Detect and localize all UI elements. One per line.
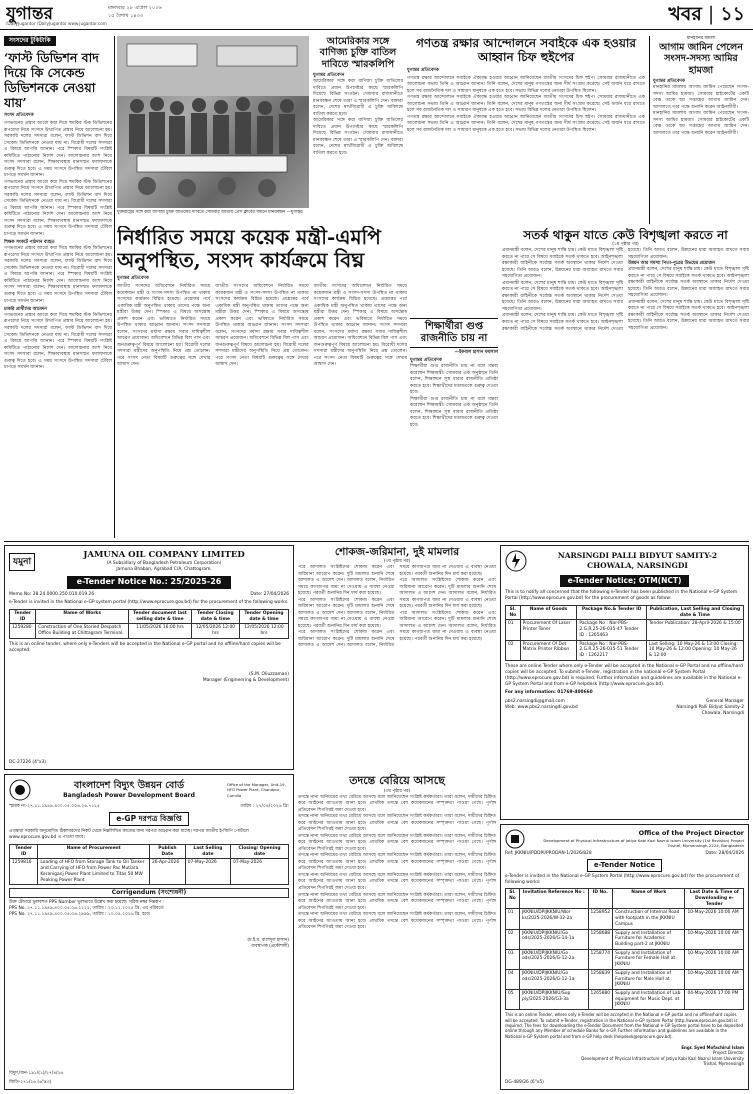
jkkniu-pd-city: Trishal, Mymensingh-2224, Bangladesh xyxy=(667,843,744,849)
jamuna-td-close: 12/05/2026 12:00 hrs xyxy=(191,624,239,638)
jamuna-signer-title: Manager (Engineering & Development) xyxy=(202,677,289,683)
jkkniu-r1-work: Construction of Internal Road with footpath in the JKKNIU Campus xyxy=(613,909,685,929)
bpdb-corrigendum: Corrigendum (সংশোধনী) xyxy=(9,888,289,898)
probe-body-6: তদন্তে নানা অনিয়মের তথ্য বেরিয়ে আসছে বলে জানিয়েছেন সংশ্লিষ্ট কর্মকর্তারা। তারা বলেন, দায়ীদের চিহ্নিত করে আইনের আওতায় আনা হবে। প্রাথমিক তদন্তে বেশ কয়েকজনের সম্পৃক্ততা পাওয়া গেছে। পূর্ণাঙ্গ প্রতিবেদন শিগগিরই জমা দেওয়া হবে। xyxy=(298,892,496,911)
jkkniu-r2-date: 10-May-2026 10:00 AM xyxy=(685,929,744,949)
democracy-body-2: গণতন্ত্র রক্ষার আন্দোলনে সবাইকে ঐক্যবদ্ধ হওয়ার আহ্বান জানিয়েছেন জাতীয় সংসদের চিফ হুইপ। সোমবার রাজধানীতে এক আলোচনা সভায় তিনি এ আহ্বান জানান। তিনি বলেন, দেশের মানুষ গণতন্ত্রের জন্য দীর্ঘ সংগ্রাম করেছে। সেই অর্জন ধরে রাখতে হলে সব রাজনৈতিক দল ও সাধারণ মানুষকে এক হতে হবে। সভায় বিভিন্ন দলের নেতারা উপস্থিত ছিলেন। xyxy=(407,95,645,114)
jkkniu-th-5: Last Date & Time of Downloading e-Tender xyxy=(685,889,744,909)
careful-body-2: প্রধানমন্ত্রী বলেন, দেশের মানুষ শান্তি চায়। কেউ যাতে বিশৃঙ্খলা সৃষ্টি করতে না পারে সে বিষয়ে সবাইকে সতর্ক থাকতে হবে। আইনশৃঙ্খলা রক্ষাকারী বাহিনীকে সর্বোচ্চ সতর্ক অবস্থানে থাকার নির্দেশ দেওয়া হয়েছে। তিনি আরও বলেন, উন্নয়নের ধারা অব্যাহত রাখতে সবার সহযোগিতা প্রয়োজন। xyxy=(502,280,623,312)
left-story-kicker: সংসদের টুকিটাকি xyxy=(4,36,56,46)
left-story-subhead: শিক্ষক সংকটে পাঠদান ব্যাহত xyxy=(4,240,55,246)
bpdb-office: Office of the Manager, Unit-19, HFO Power Plant, Chandpur, Cumilla xyxy=(227,782,286,798)
fine-body-3: পরে আদালত সংশ্লিষ্টদের শোকজ করেন এবং জরিমানা আরোপ করেন। দুটি মামলার শুনানি শেষে আদালত এ আদেশ দেন। আদালত বলেন, নির্ধারিত সময়ে কাগজপত্র জমা না দেওয়ায় এ ব্যবস্থা নেওয়া হয়েছে। পরবর্তী শুনানির দিন ধার্য করা হয়েছে। xyxy=(298,565,496,649)
crowd-photo-illustration xyxy=(117,36,309,208)
jamuna-td-id: 1259280 xyxy=(10,624,36,638)
table-row xyxy=(506,909,744,929)
jkkniu-r4-id: 1258839 xyxy=(588,969,613,989)
jamuna-company: JAMUNA OIL COMPANY LIMITED xyxy=(83,550,245,560)
narsingdi-r2-date: Last Selling: 10 May-26 & 13:00 Closing: 10 May-26 & 12:00 Opening: 10 May-26 & 12:00 xyxy=(646,640,743,660)
probe-body-4: তদন্তে নানা অনিয়মের তথ্য বেরিয়ে আসছে বলে জানিয়েছেন সংশ্লিষ্ট কর্মকর্তারা। তারা বলেন, দায়ীদের চিহ্নিত করে আইনের আওতায় আনা হবে। প্রাথমিক তদন্তে বেশ কয়েকজনের সম্পৃক্ততা পাওয়া গেছে। পূর্ণাঙ্গ প্রতিবেদন শিগগিরই জমা দেওয়া হবে। xyxy=(298,853,496,872)
jamuna-th-2: Name of Works xyxy=(36,610,129,624)
bpdb-date: তারিখ : ২৭/০৪/২০২৬ খ্রি: xyxy=(240,804,289,809)
main-body: জাতীয় সংসদের অধিবেশনে নির্ধারিত সময়ে কয়েকজন মন্ত্রী ও সংসদ-সদস্য উপস্থিত না থাকায় সংসদের কার্যক্রম বিঘ্নিত হয়েছে। প্রশ্নোত্তর পর্বে একাধিক মন্ত্রী অনুপস্থিত থাকায় তাদের পক্ষে অন্য মন্ত্রীরা উত্তর দেন। স্পিকার এ বিষয়ে অসন্তোষ প্রকাশ করেন এবং ভবিষ্যতে নির্ধারিত সময়ে উপস্থিত থাকার আহ্বান জানান। সংসদ সদস্যরা বলেন, সংসদের মর্যাদা রক্ষায় সবার দায়িত্বশীল আচরণ প্রয়োজন। অধিবেশনে বিভিন্ন বিল পাস এবং জনগুরুত্বপূর্ণ বিষয়ে আলোচনা হয়। বিরোধী দলের সদস্যরা মন্ত্রীদের অনুপস্থিতি নিয়ে প্রশ্ন তোলেন। পরে সংসদ নেতা বিষয়টি গুরুত্বের সঙ্গে দেখার আশ্বাস দেন। xyxy=(117,284,211,368)
jamuna-th-4: Tender Closing date & time xyxy=(191,610,239,624)
bpdb-code: জিডি-২৭১/২৬ (৬"x৩) xyxy=(9,1080,52,1086)
bpdb-signer-title: ব্যবস্থাপক (প্রকৌশলী) xyxy=(251,944,289,950)
main-body-3: জাতীয় সংসদের অধিবেশনে নির্ধারিত সময়ে কয়েকজন মন্ত্রী ও সংসদ-সদস্য উপস্থিত না থাকায় সংসদের কার্যক্রম বিঘ্নিত হয়েছে। প্রশ্নোত্তর পর্বে একাধিক মন্ত্রী অনুপস্থিত থাকায় তাদের পক্ষে অন্য মন্ত্রীরা উত্তর দেন। স্পিকার এ বিষয়ে অসন্তোষ প্রকাশ করেন এবং ভবিষ্যতে নির্ধারিত সময়ে উপস্থিত থাকার আহ্বান জানান। সংসদ সদস্যরা বলেন, সংসদের মর্যাদা রক্ষায় সবার দায়িত্বশীল আচরণ প্রয়োজন। অধিবেশনে বিভিন্ন বিল পাস এবং জনগুরুত্বপূর্ণ বিষয়ে আলোচনা হয়। বিরোধী দলের সদস্যরা মন্ত্রীদের অনুপস্থিতি নিয়ে প্রশ্ন তোলেন। পরে সংসদ নেতা বিষয়টি গুরুত্বের সঙ্গে দেখার আশ্বাস দেন। xyxy=(313,284,407,368)
democracy-body: গণতন্ত্র রক্ষার আন্দোলনে সবাইকে ঐক্যবদ্ধ হওয়ার আহ্বান জানিয়েছেন জাতীয় সংসদের চিফ হুইপ। সোমবার রাজধানীতে এক আলোচনা সভায় তিনি এ আহ্বান জানান। তিনি বলেন, দেশের মানুষ গণতন্ত্রের জন্য দীর্ঘ সংগ্রাম করেছে। সেই অর্জন ধরে রাখতে হলে সব রাজনৈতিক দল ও সাধারণ মানুষকে এক হতে হবে। সভায় বিভিন্ন দলের নেতারা উপস্থিত ছিলেন। xyxy=(407,75,645,94)
narsingdi-contact: For any information: 01769-400660 xyxy=(505,689,593,695)
jkkniu-footer: This is an online Tender, where only e-Tender will be accepted in the National e-GP portal and no offline/hard copies will be accepted. To submit e-Tender, registration in the National e-GP system Portal (http://www.eprocure.gov.bd) is required. The fees for downloading the e-Tender Document from the National e-GP System portal have to be deposited online through any Member of schedule Banks for e-GP. Further information and guidelines are available in the National e-GP System portal and from e-GP help desk (helpdesk@eprocure.gov.bd). xyxy=(505,1012,744,1039)
narsingdi-signer: General Manager xyxy=(706,699,744,705)
jamuna-td-open: 12/05/2026 12:00 hrs xyxy=(239,624,288,638)
bpdb-tender-table xyxy=(9,844,289,885)
fine-body-2: পরে আদালত সংশ্লিষ্টদের শোকজ করেন এবং জরিমানা আরোপ করেন। দুটি মামলার শুনানি শেষে আদালত এ আদেশ দেন। আদালত বলেন, নির্ধারিত সময়ে কাগজপত্র জমা না দেওয়ায় এ ব্যবস্থা নেওয়া হয়েছে। পরবর্তী শুনানির দিন ধার্য করা হয়েছে। xyxy=(298,597,395,629)
careful-body-3: প্রধানমন্ত্রী বলেন, দেশের মানুষ শান্তি চায়। কেউ যাতে বিশৃঙ্খলা সৃষ্টি করতে না পারে সে বিষয়ে সবাইকে সতর্ক থাকতে হবে। আইনশৃঙ্খলা রক্ষাকারী বাহিনীকে সর্বোচ্চ সতর্ক অবস্থানে থাকার নির্দেশ দেওয়া হয়েছে। তিনি আরও বলেন, উন্নয়নের ধারা অব্যাহত রাখতে সবার সহযোগিতা প্রয়োজন। xyxy=(502,248,749,332)
careful-headline[interactable]: সতর্ক থাকুন যাতে কেউ বিশৃঙ্খলা করতে না xyxy=(523,228,728,242)
narsingdi-signer-city: Chowala, Narsingdi xyxy=(701,711,744,717)
social-links[interactable]: /DailyJugantor /DailyJugantor www.jugantor.com xyxy=(6,21,107,26)
fine-body-4: পরে আদালত সংশ্লিষ্টদের শোকজ করেন এবং জরিমানা আরোপ করেন। দুটি মামলার শুনানি শেষে আদালত এ আদেশ দেন। আদালত বলেন, নির্ধারিত সময়ে কাগজপত্র জমা না দেওয়ায় এ ব্যবস্থা নেওয়া হয়েছে। পরবর্তী শুনানির দিন ধার্য করা হয়েছে। xyxy=(399,578,496,610)
jamuna-memo: Memo No: 28.24.0000.250.010.019.26 xyxy=(9,592,95,598)
careful-story xyxy=(502,228,749,538)
jkkniu-pd-sub: Development of Physical Infrastructure of Jatiya Kabi Kazi Nazrul Islam University (1st Revision) Project xyxy=(543,838,744,844)
jkkniu-code: DG-489/26 (6"x5) xyxy=(505,1080,544,1086)
jamuna-address: Jamuna Bhaban, Agrabad C/A, Chattogram. xyxy=(116,567,212,573)
main-story xyxy=(117,226,407,538)
left-story xyxy=(4,36,112,538)
bpdb-th-3: Publish Date xyxy=(149,844,185,858)
bpdb-tender-ad xyxy=(4,774,294,1090)
jamuna-intro: e-Tender is invited in the National e-GP system portal (http://www.eprocure.gov.bd) for the procurement of the following works. xyxy=(9,600,289,606)
narsingdi-footer: These are online Tender where only e-Tender will be accepted in the National e-GP Portal and no offline/hard copies will be accepted. To submit e-Tender, registration in the national e-GP System Portal (http://www.eprocure.gov.bd) is required. Further information and guidelines are available in the National e-GP System Portal and from e-GP helpdesk (http://www.eprocure.gov.bd). xyxy=(505,663,743,687)
jkkniu-notice: e-Tender Notice xyxy=(587,859,662,872)
narsingdi-th-4: Publication, Last Selling and Closing date & Time xyxy=(646,606,743,620)
bpdb-th-2: Name of Procurement xyxy=(38,844,150,858)
left-story-body: গণভবনের প্রস্তাব আরো কয়া দিয়ে হুমকির স্টক ডিভিশনের রূপরেখা নিয়ে সংসদে উত্থাপিত প্রস্তাব নিয়ে আলোচনা হয়। সরকারি দলের সদস্যরা বলেন, ফাস্ট ডিভিশন বাদ দিয়ে সেকেন্ড ডিভিশনকে নেওয়া যায় না। বিরোধী দলের সদস্যরা এ বিষয়ে আপত্তি জানান। পরে স্পিকার বিষয়টি সংশ্লিষ্ট কমিটিতে পাঠানোর নির্দেশ দেন। আলোচনায় অংশ নিয়ে সংসদ সদস্যরা বলেন, শিক্ষাব্যবস্থায় মানসম্মত ফলাফলকে গুরুত্ব দিতে হবে। এ সময় সংসদে উপস্থিত সদস্যরা টেবিল চাপড়ে সমর্থন জানান। xyxy=(4,121,112,179)
jkkniu-r4-work: Supply and Installation of Furniture for Male Hall at JKKNIU xyxy=(613,969,685,989)
jamuna-notice: e-Tender Notice No.: 25/2025-26 xyxy=(67,576,232,589)
bail-byline: যুগান্তর প্রতিবেদক xyxy=(653,79,685,85)
fine-body-columns xyxy=(298,565,496,650)
left-story-body-4: গণভবনের প্রস্তাব আরো কয়া দিয়ে হুমকির স্টক ডিভিশনের রূপরেখা নিয়ে সংসদে উত্থাপিত প্রস্তাব নিয়ে আলোচনা হয়। সরকারি দলের সদস্যরা বলেন, ফাস্ট ডিভিশন বাদ দিয়ে সেকেন্ড ডিভিশনকে নেওয়া যায় না। বিরোধী দলের সদস্যরা এ বিষয়ে আপত্তি জানান। পরে স্পিকার বিষয়টি সংশ্লিষ্ট কমিটিতে পাঠানোর নির্দেশ দেন। আলোচনায় অংশ নিয়ে সংসদ সদস্যরা বলেন, শিক্ষাব্যবস্থায় মানসম্মত ফলাফলকে গুরুত্ব দিতে হবে। এ সময় সংসদে উপস্থিত সদস্যরা টেবিল চাপড়ে সমর্থন জানান। xyxy=(4,312,112,371)
narsingdi-tender-ad xyxy=(500,545,749,820)
jkkniu-r1-sl: 01 xyxy=(506,909,520,929)
narsingdi-th-3: Package No.& Tender ID xyxy=(577,606,646,620)
narsingdi-intro: This is to notify all concerned that the following e-Tender has been published in the National e-GP System Portal (http://www.eprocure.gov.bd) for the procurement of goods as follow: xyxy=(505,590,738,602)
issue-date-bangla: ১৫ বৈশাখ ১৪৩৩ xyxy=(108,12,144,19)
careful-body: প্রধানমন্ত্রী বলেন, দেশের মানুষ শান্তি চায়। কেউ যাতে বিশৃঙ্খলা সৃষ্টি করতে না পারে সে বিষয়ে সবাইকে সতর্ক থাকতে হবে। আইনশৃঙ্খলা রক্ষাকারী বাহিনীকে সর্বোচ্চ সতর্ক অবস্থানে থাকার নির্দেশ দেওয়া হয়েছে। তিনি আরও বলেন, উন্নয়নের ধারা অব্যাহত রাখতে সবার সহযোগিতা প্রয়োজন। xyxy=(502,248,623,280)
masthead xyxy=(0,0,753,30)
fine-headline[interactable]: শোকজ-জরিমানা, দুই মামলার xyxy=(334,546,460,558)
jamuna-signer: (S.M. Oliuzzaman) xyxy=(249,671,289,677)
jkkniu-th-2: Invitation Reference No : xyxy=(519,889,588,909)
photo-caption: যুক্তরাষ্ট্রের সঙ্গে করা বাণিজ্য চুক্তি বাতিলের দাবিতে সোমবার জাতীয় প্রেস ক্লাবের সামনে মানববন্ধন —যুগান্তর xyxy=(117,210,303,215)
narsingdi-th-1: Sl. No xyxy=(506,606,521,620)
jkkniu-r1-ref: JKKNIU/DPIJKKNIU/Wor ks/2025-2026/W-32-2a xyxy=(519,909,588,929)
jkkniu-r3-date: 10-May-2026 10:00 AM xyxy=(685,949,744,969)
careful-body-4: প্রধানমন্ত্রী বলেন, দেশের মানুষ শান্তি চায়। কেউ যাতে বিশৃঙ্খলা সৃষ্টি করতে না পারে সে বিষয়ে সবাইকে সতর্ক থাকতে হবে। আইনশৃঙ্খলা রক্ষাকারী বাহিনীকে সর্বোচ্চ সতর্ক অবস্থানে থাকার নির্দেশ দেওয়া হয়েছে। তিনি আরও বলেন, উন্নয়নের ধারা অব্যাহত রাখতে সবার সহযোগিতা প্রয়োজন। xyxy=(628,267,749,299)
bpdb-title: বাংলাদেশ বিদ্যুৎ উন্নয়ন বোর্ড xyxy=(73,779,185,791)
bail-body: মানহানির মামলায় আগাম জামিন পেয়েছেন সংসদ-সদস্য আমির হামজা। সোমবার হাইকোর্টের একটি বেঞ্চ তাকে ছয় সপ্তাহের আগাম জামিন দেন। আদালতে তার পক্ষে শুনানি করেন আইনজীবী। xyxy=(653,85,749,110)
democracy-body-3: গণতন্ত্র রক্ষার আন্দোলনে সবাইকে ঐক্যবদ্ধ হওয়ার আহ্বান জানিয়েছেন জাতীয় সংসদের চিফ হুইপ। সোমবার রাজধানীতে এক আলোচনা সভায় তিনি এ আহ্বান জানান। তিনি বলেন, দেশের মানুষ গণতন্ত্রের জন্য দীর্ঘ সংগ্রাম করেছে। সেই অর্জন ধরে রাখতে হলে সব রাজনৈতিক দল ও সাধারণ মানুষকে এক হতে হবে। সভায় বিভিন্ন দলের নেতারা উপস্থিত ছিলেন। xyxy=(407,114,645,133)
jamuna-tender-table xyxy=(9,609,289,639)
jkkniu-tender-table xyxy=(505,888,744,1010)
table-row xyxy=(10,624,289,638)
narsingdi-email[interactable]: pbs2.narsingdi@gmail.com xyxy=(505,699,565,705)
jamuna-logo: যমুনা xyxy=(9,553,35,571)
jkkniu-date: Date: 28/04/2026 xyxy=(705,851,744,856)
page-number: ১১ xyxy=(720,3,745,25)
us-trade-body: আমেরিকার সঙ্গে করা বাণিজ্য চুক্তি বাতিলের দাবিতে প্রধান উপদেষ্টার কাছে স্মারকলিপি দিয়েছে বিভিন্ন সংগঠন। সোমবার রাজধানীতে মানববন্ধন শেষে তারা এ স্মারকলিপি দেন। বক্তারা বলেন, দেশের স্বার্থবিরোধী এ চুক্তি অবিলম্বে বাতিল করতে হবে। xyxy=(313,79,403,117)
bail-body-2: মানহানির মামলায় আগাম জামিন পেয়েছেন সংসদ-সদস্য আমির হামজা। সোমবার হাইকোর্টের একটি বেঞ্চ তাকে ছয় সপ্তাহের আগাম জামিন দেন। আদালতে তার পক্ষে শুনানি করেন আইনজীবী। xyxy=(653,111,749,136)
bpdb-th-5: Closing/ Opening date xyxy=(231,844,289,858)
careful-subhead: উন্নয়ন আর সমস্যা পিতা-পুত্রের উভয়ের প্রয়োজন xyxy=(628,261,716,267)
democracy-story xyxy=(407,36,645,224)
probe-body-3: তদন্তে নানা অনিয়মের তথ্য বেরিয়ে আসছে বলে জানিয়েছেন সংশ্লিষ্ট কর্মকর্তারা। তারা বলেন, দায়ীদের চিহ্নিত করে আইনের আওতায় আনা হবে। প্রাথমিক তদন্তে বেশ কয়েকজনের সম্পৃক্ততা পাওয়া গেছে। পূর্ণাঙ্গ প্রতিবেদন শিগগিরই জমা দেওয়া হবে। xyxy=(298,833,496,852)
jamuna-date: Date: 27/04/2026 xyxy=(250,592,289,598)
jkkniu-tender-ad xyxy=(500,824,749,1090)
bpdb-corr-body: উক্ত টেন্ডারে ভুলবশত PPS Number ভুলভাবে উল্লেখ করা হয়েছে। সঠিক নম্বর নিম্নরূপ : xyxy=(9,900,165,906)
jkkniu-th-3: ID No. xyxy=(588,889,613,909)
jkkniu-r5-work: Supply and Installation of Lab equipment for Music Dept. at JKKNIU xyxy=(613,990,685,1010)
bpdb-td-publish: 26-Apr-2026 xyxy=(149,859,185,885)
narsingdi-city: CHOWALA, NARSINGDI xyxy=(587,561,688,570)
left-story-byline: সংসদ প্রতিবেদক xyxy=(4,113,34,119)
main-body-2: জাতীয় সংসদের অধিবেশনে নির্ধারিত সময়ে কয়েকজন মন্ত্রী ও সংসদ-সদস্য উপস্থিত না থাকায় সংসদের কার্যক্রম বিঘ্নিত হয়েছে। প্রশ্নোত্তর পর্বে একাধিক মন্ত্রী অনুপস্থিত থাকায় তাদের পক্ষে অন্য মন্ত্রীরা উত্তর দেন। স্পিকার এ বিষয়ে অসন্তোষ প্রকাশ করেন এবং ভবিষ্যতে নির্ধারিত সময়ে উপস্থিত থাকার আহ্বান জানান। সংসদ সদস্যরা বলেন, সংসদের মর্যাদা রক্ষায় সবার দায়িত্বশীল আচরণ প্রয়োজন। অধিবেশনে বিভিন্ন বিল পাস এবং জনগুরুত্বপূর্ণ বিষয়ে আলোচনা হয়। বিরোধী দলের সদস্যরা মন্ত্রীদের অনুপস্থিতি নিয়ে প্রশ্ন তোলেন। পরে সংসদ নেতা বিষয়টি গুরুত্বের সঙ্গে দেখার আশ্বাস দেন। xyxy=(215,284,309,368)
us-trade-story xyxy=(313,36,403,212)
student-body: শিক্ষার্থীরা গুপ্ত রাজনীতি চায় না বলে মন্তব্য করেছেন শিক্ষামন্ত্রী। সোমবার এক অনুষ্ঠানে তিনি বলেন, শিক্ষাঙ্গনে সুস্থ ধারার রাজনীতি প্রতিষ্ঠা করতে হবে। শিক্ষার্থীদের মতামতকে গুরুত্ব দেওয়া হবে। xyxy=(410,364,498,396)
jamuna-td-work: Construction of One Storied Despatch Office Building at Chittagram Terminal. xyxy=(36,624,129,638)
jamuna-code: DC-27226 (4"x3) xyxy=(9,760,47,766)
jkkniu-r3-ref: JKKNIU/DPIJKKNIU/Go ods/2025-2026/G-12-2a xyxy=(519,949,588,969)
us-trade-headline[interactable]: আমেরিকার সঙ্গে বাণিজ্য চুক্তি বাতিল দাবিতে স্মারকলিপি xyxy=(319,36,397,70)
bpdb-td-closing: 07-May-2026 xyxy=(231,859,289,885)
university-logo-icon xyxy=(505,829,525,849)
fine-body-5: পরে আদালত সংশ্লিষ্টদের শোকজ করেন এবং জরিমানা আরোপ করেন। দুটি মামলার শুনানি শেষে আদালত এ আদেশ দেন। আদালত বলেন, নির্ধারিত সময়ে কাগজপত্র জমা না দেওয়ায় এ ব্যবস্থা নেওয়া হয়েছে। পরবর্তী শুনানির দিন ধার্য করা হয়েছে। xyxy=(399,610,496,642)
table-row xyxy=(506,969,744,989)
section-title: খবর | ১১ xyxy=(668,3,745,25)
careful-body-columns xyxy=(502,248,749,333)
narsingdi-signer-title: Narsingdi Palli Bidyut Samity-2 xyxy=(676,705,744,711)
jamuna-th-5: Tender Opening date & time xyxy=(239,610,288,624)
table-row xyxy=(506,949,744,969)
narsingdi-r2-goods: Procurement Of Dot Matrix Printer Ribbon xyxy=(520,640,577,660)
probe-body-2: তদন্তে নানা অনিয়মের তথ্য বেরিয়ে আসছে বলে জানিয়েছেন সংশ্লিষ্ট কর্মকর্তারা। তারা বলেন, দায়ীদের চিহ্নিত করে আইনের আওতায় আনা হবে। প্রাথমিক তদন্তে বেশ কয়েকজনের সম্পৃক্ততা পাওয়া গেছে। পূর্ণাঙ্গ প্রতিবেদন শিগগিরই জমা দেওয়া হবে। xyxy=(298,814,496,833)
jkkniu-r4-sl: 04 xyxy=(506,969,520,989)
left-story-headline[interactable]: ‘ফাস্ট ডিভিশন বাদ দিয়ে কি সেকেন্ড ডিভিশনকে নেওয়া যায়’ xyxy=(4,50,99,111)
narsingdi-r1-pkg: Package No : Nar-PBS-2.G.R.25-26-035-47 Tender ID : 1265463 xyxy=(577,620,646,640)
issue-date xyxy=(108,5,162,20)
column-divider xyxy=(114,36,115,538)
careful-lead: (১ম পৃষ্ঠার পর) xyxy=(612,242,639,248)
table-row xyxy=(506,929,744,949)
narsingdi-r1-goods: Procurement Of Laser Printer Toner xyxy=(520,620,577,640)
jkkniu-r3-work: Supply and Installation of Furniture for Female Hall at JKKNIU xyxy=(613,949,685,969)
main-headline[interactable]: নির্ধারিত সময়ে কয়েক মন্ত্রী-এমপি অনুপস্থিত, সংসদ কার্যক্রমে বিঘ্ন xyxy=(117,226,381,272)
bpdb-pps-old: PPS No. ২৭.১১.১৯৪৯.৪০০.০৫.০৬.২২২২, তারিখ : ২৩.১২.২০২৫ খ্রি. এর পরিবর্তে xyxy=(9,906,164,912)
jamuna-sub: (A Subsidiary of Bangladesh Petroleum Corporation) xyxy=(106,561,222,567)
jamuna-td-sell: 11/05/2026 16:00 hrs xyxy=(129,624,192,638)
table-row xyxy=(506,620,744,640)
jkkniu-r3-id: 1258774 xyxy=(588,949,613,969)
jkkniu-r4-ref: JKKNIU/DPIJKKNIU/Go ods/2025-2026/G-12-1a xyxy=(519,969,588,989)
probe-body: তদন্তে নানা অনিয়মের তথ্য বেরিয়ে আসছে বলে জানিয়েছেন সংশ্লিষ্ট কর্মকর্তারা। তারা বলেন, দায়ীদের চিহ্নিত করে আইনের আওতায় আনা হবে। প্রাথমিক তদন্তে বেশ কয়েকজনের সম্পৃক্ততা পাওয়া গেছে। পূর্ণাঙ্গ প্রতিবেদন শিগগিরই জমা দেওয়া হবে। xyxy=(298,794,496,813)
jkkniu-th-1: Sl. No xyxy=(506,889,520,909)
jkkniu-signer: Engr. Syed Mofachirul Islam xyxy=(681,1045,744,1051)
narsingdi-web[interactable]: Web: www.pbs2.narsingdi.gov.bd xyxy=(505,705,578,711)
probe-headline[interactable]: তদন্তে বেরিয়ে আসছে xyxy=(349,774,445,787)
bpdb-th-1: Tender ID xyxy=(10,844,38,858)
bpdb-intro: এতদ্বারা সরকারি অনুমোদিত ঠিকাদারদের নিকট থেকে নিম্নলিখিত কাজের জন্য দরপত্র আহ্বান করা যাচ্ছে। দরপত্র জাতীয় ই-জিপি পোর্টালে www.eprocure.gov.bd এ পাওয়া যাবে। xyxy=(9,829,249,840)
jkkniu-signer-title: Project Director xyxy=(712,1050,744,1056)
section-name: খবর xyxy=(668,3,702,25)
jkkniu-r1-id: 1258952 xyxy=(588,909,613,929)
fine-body: পরে আদালত সংশ্লিষ্টদের শোকজ করেন এবং জরিমানা আরোপ করেন। দুটি মামলার শুনানি শেষে আদালত এ আদেশ দেন। আদালত বলেন, নির্ধারিত সময়ে কাগজপত্র জমা না দেওয়ায় এ ব্যবস্থা নেওয়া হয়েছে। পরবর্তী শুনানির দিন ধার্য করা হয়েছে। xyxy=(298,565,395,597)
narsingdi-r2-pkg: Package No : Nar-PBS-2.G.R.25-26-035-51 Tender ID : 1262217 xyxy=(577,640,646,660)
issue-date-gregorian: মঙ্গলবার ২৮ এপ্রিল ২০২৬ xyxy=(108,5,162,11)
bail-story xyxy=(649,36,749,224)
narsingdi-company: NARSINGDI PALLI BIDYUT SAMITY-2 xyxy=(557,550,718,560)
main-byline: যুগান্তর প্রতিবেদক xyxy=(117,276,149,281)
jkkniu-r2-work: Supply and Installation of Furniture for Academic Building part-2 at JKKNIU xyxy=(613,929,685,949)
bpdb-code2: বিদ্যুৎ/জন-১৯১/(১)/২৭/৪/২৬ xyxy=(9,1071,64,1077)
probe-lead: (৩য় পৃষ্ঠার পর) xyxy=(383,788,411,794)
us-trade-body-2: আমেরিকার সঙ্গে করা বাণিজ্য চুক্তি বাতিলের দাবিতে প্রধান উপদেষ্টার কাছে স্মারকলিপি দিয়েছে বিভিন্ন সংগঠন। সোমবার রাজধানীতে মানববন্ধন শেষে তারা এ স্মারকলিপি দেন। বক্তারা বলেন, দেশের স্বার্থবিরোধী এ চুক্তি অবিলম্বে বাতিল করতে হবে। xyxy=(313,118,403,156)
bail-kicker: মানহানির মামলা xyxy=(686,36,716,41)
left-story-body-2: গণভবনের প্রস্তাব আরো কয়া দিয়ে হুমকির স্টক ডিভিশনের রূপরেখা নিয়ে সংসদে উত্থাপিত প্রস্তাব নিয়ে আলোচনা হয়। সরকারি দলের সদস্যরা বলেন, ফাস্ট ডিভিশন বাদ দিয়ে সেকেন্ড ডিভিশনকে নেওয়া যায় না। বিরোধী দলের সদস্যরা এ বিষয়ে আপত্তি জানান। পরে স্পিকার বিষয়টি সংশ্লিষ্ট কমিটিতে পাঠানোর নির্দেশ দেন। আলোচনায় অংশ নিয়ে সংসদ সদস্যরা বলেন, শিক্ষাব্যবস্থায় মানসম্মত ফলাফলকে গুরুত্ব দিতে হবে। এ সময় সংসদে উপস্থিত সদস্যরা টেবিল চাপড়ে সমর্থন জানান। xyxy=(4,179,112,237)
student-author: —ইকবাল হাসান ফয়সাল xyxy=(454,350,498,355)
probe-body-5: তদন্তে নানা অনিয়মের তথ্য বেরিয়ে আসছে বলে জানিয়েছেন সংশ্লিষ্ট কর্মকর্তারা। তারা বলেন, দায়ীদের চিহ্নিত করে আইনের আওতায় আনা হবে। প্রাথমিক তদন্তে বেশ কয়েকজনের সম্পৃক্ততা পাওয়া গেছে। পূর্ণাঙ্গ প্রতিবেদন শিগগিরই জমা দেওয়া হবে। xyxy=(298,872,496,891)
jkkniu-r5-ref: JKKNIU/DPIJKKNIU/Sup ply/2025-2026/G3-3a xyxy=(519,990,588,1010)
jkkniu-r2-sl: 02 xyxy=(506,929,520,949)
jkkniu-signer-sub: Development of Physical Infrastructure of Jatiya Kabi Kazi Nazrul Islam University xyxy=(581,1055,744,1061)
jkkniu-r5-id: 1265880 xyxy=(588,990,613,1010)
narsingdi-notice: e-Tender Notice; OTM(NCT) xyxy=(560,575,690,587)
probe-story xyxy=(298,774,496,1090)
table-row xyxy=(10,859,289,885)
jkkniu-r4-date: 10-May-2026 10:00 AM xyxy=(685,969,744,989)
narsingdi-r2-sl: 02 xyxy=(506,640,521,660)
narsingdi-th-2: Name of Goods xyxy=(520,606,577,620)
jkkniu-intro: e-Tender is invited in the National e-GP System Portal (http://www.eprocure.gov.bd) for the procurement of following works: xyxy=(505,874,740,886)
left-story-body-3: গণভবনের প্রস্তাব আরো কয়া দিয়ে হুমকির স্টক ডিভিশনের রূপরেখা নিয়ে সংসদে উত্থাপিত প্রস্তাব নিয়ে আলোচনা হয়। সরকারি দলের সদস্যরা বলেন, ফাস্ট ডিভিশন বাদ দিয়ে সেকেন্ড ডিভিশনকে নেওয়া যায় না। বিরোধী দলের সদস্যরা এ বিষয়ে আপত্তি জানান। পরে স্পিকার বিষয়টি সংশ্লিষ্ট কমিটিতে পাঠানোর নির্দেশ দেন। আলোচনায় অংশ নিয়ে সংসদ সদস্যরা বলেন, শিক্ষাব্যবস্থায় মানসম্মত ফলাফলকে গুরুত্ব দিতে হবে। এ সময় সংসদে উপস্থিত সদস্যরা টেবিল চাপড়ে সমর্থন জানান। xyxy=(4,246,112,304)
narsingdi-r1-date: Tender Publication: 28-April-2026 & 15:00 xyxy=(646,620,743,640)
newspaper-logo: যুগান্তর xyxy=(6,4,53,24)
jkkniu-r2-id: 1258688 xyxy=(588,929,613,949)
horizontal-rule xyxy=(4,541,749,542)
bpdb-th-4: Last Selling date xyxy=(185,844,230,858)
jamuna-th-3: Tender document last selling date & time xyxy=(129,610,192,624)
jamuna-th-1: Tender ID xyxy=(10,610,36,624)
bail-headline[interactable]: আগাম জামিন পেলেন সংসদ-সদস্য আমির হামজা xyxy=(659,41,743,76)
student-body-2: শিক্ষার্থীরা গুপ্ত রাজনীতি চায় না বলে মন্তব্য করেছেন শিক্ষামন্ত্রী। সোমবার এক অনুষ্ঠানে তিনি বলেন, শিক্ষাঙ্গনে সুস্থ ধারার রাজনীতি প্রতিষ্ঠা করতে হবে। শিক্ষার্থীদের মতামতকে গুরুত্ব দেওয়া হবে। xyxy=(410,396,498,428)
jamuna-oil-tender-ad xyxy=(4,545,294,770)
bpdb-notice: e-GP দরপত্র বিজ্ঞপ্তি xyxy=(109,812,189,826)
news-photo xyxy=(117,36,309,208)
jamuna-footer: This is an online tender, where only e-Tenders will be accepted in the National e-GP portal and no offline/hard copies will be accepted. xyxy=(9,641,281,653)
jkkniu-r5-sl: 05 xyxy=(506,990,520,1010)
student-story xyxy=(410,318,498,538)
probe-body-7: তদন্তে নানা অনিয়মের তথ্য বেরিয়ে আসছে বলে জানিয়েছেন সংশ্লিষ্ট কর্মকর্তারা। তারা বলেন, দায়ীদের চিহ্নিত করে আইনের আওতায় আনা হবে। প্রাথমিক তদন্তে বেশ কয়েকজনের সম্পৃক্ততা পাওয়া গেছে। পূর্ণাঙ্গ প্রতিবেদন শিগগিরই জমা দেওয়া হবে। xyxy=(298,912,496,931)
democracy-byline: যুগান্তর প্রতিবেদক xyxy=(407,67,439,73)
bpdb-td-id: 1259816 xyxy=(10,859,38,885)
bpdb-memo: স্মারক নং-২৭.১১.১৯৪৯.৪০০.০৫.০০৬.২৬.৭১২৫ xyxy=(9,804,100,809)
jkkniu-r5-date: 04-May-2026 17:00 PM xyxy=(685,990,744,1010)
narsingdi-tender-table xyxy=(505,605,744,661)
student-byline: যুগান্তর প্রতিবেদক xyxy=(410,357,442,363)
democracy-headline[interactable]: গণতন্ত্র রক্ষার আন্দোলনে সবাইকে এক হওয়ার আহ্বান চিফ হুইপের xyxy=(416,36,636,65)
careful-body-5: প্রধানমন্ত্রী বলেন, দেশের মানুষ শান্তি চায়। কেউ যাতে বিশৃঙ্খলা সৃষ্টি করতে না পারে সে বিষয়ে সবাইকে সতর্ক থাকতে হবে। আইনশৃঙ্খলা রক্ষাকারী বাহিনীকে সর্বোচ্চ সতর্ক অবস্থানে থাকার নির্দেশ দেওয়া হয়েছে। তিনি আরও বলেন, উন্নয়নের ধারা অব্যাহত রাখতে সবার সহযোগিতা প্রয়োজন। xyxy=(628,299,749,331)
bpdb-pps-new: PPS No. ২৭.১১.১৯৪৯.৪০০.০৫.০৬.২৯৯৯, তারিখ : ১০.০৪.২০২৬ খ্রি. হবে। xyxy=(9,912,151,918)
student-headline[interactable]: শিক্ষার্থীরা গুপ্ত রাজনীতি চায় না xyxy=(410,318,498,348)
jkkniu-r1-date: 10-May-2026 10:00 AM xyxy=(685,909,744,929)
pbs-logo-icon xyxy=(505,550,527,572)
jkkniu-pd: Office of the Project Director xyxy=(638,829,744,838)
bpdb-td-selling: 07-May-2026 xyxy=(185,859,230,885)
us-trade-byline: যুগান্তর প্রতিবেদন xyxy=(313,73,345,79)
fine-lead: (৩য় পৃষ্ঠার পর) xyxy=(383,559,411,565)
main-body-columns xyxy=(117,284,407,369)
jkkniu-signer-city: Trishal, Mymensingh xyxy=(703,1060,744,1066)
left-story-subhead-2: চাকরি প্রার্থীদের আবেদন xyxy=(4,307,47,313)
fine-story xyxy=(298,545,496,770)
jkkniu-r3-sl: 03 xyxy=(506,949,520,969)
bpdb-td-name: Loading of HFO from Storage Tank to Oil Tanker and Carrying of HFO from Power Pac Mutiara Keraniganj Power Plant Limited to Titas 50 MW Peaking Power Plant xyxy=(38,859,150,885)
bpdb-signer: (ম.ই.ম. রাশেদুল হাসান) xyxy=(247,938,289,944)
jkkniu-r2-ref: JKKNIU/DPIJKKNIU/Go ods/2025-2026/G-14-1a xyxy=(519,929,588,949)
jkkniu-ref: Ref: JKKNIU/PDDPI/PRODAN-1/2026/828 xyxy=(505,851,592,856)
jkkniu-th-4: Name of Work xyxy=(613,889,685,909)
table-row xyxy=(506,990,744,1010)
bpdb-logo-icon xyxy=(9,779,31,801)
bpdb-sub: Bangladesh Power Development Board xyxy=(63,792,195,800)
narsingdi-r1-sl: 01 xyxy=(506,620,521,640)
table-row xyxy=(506,640,744,660)
